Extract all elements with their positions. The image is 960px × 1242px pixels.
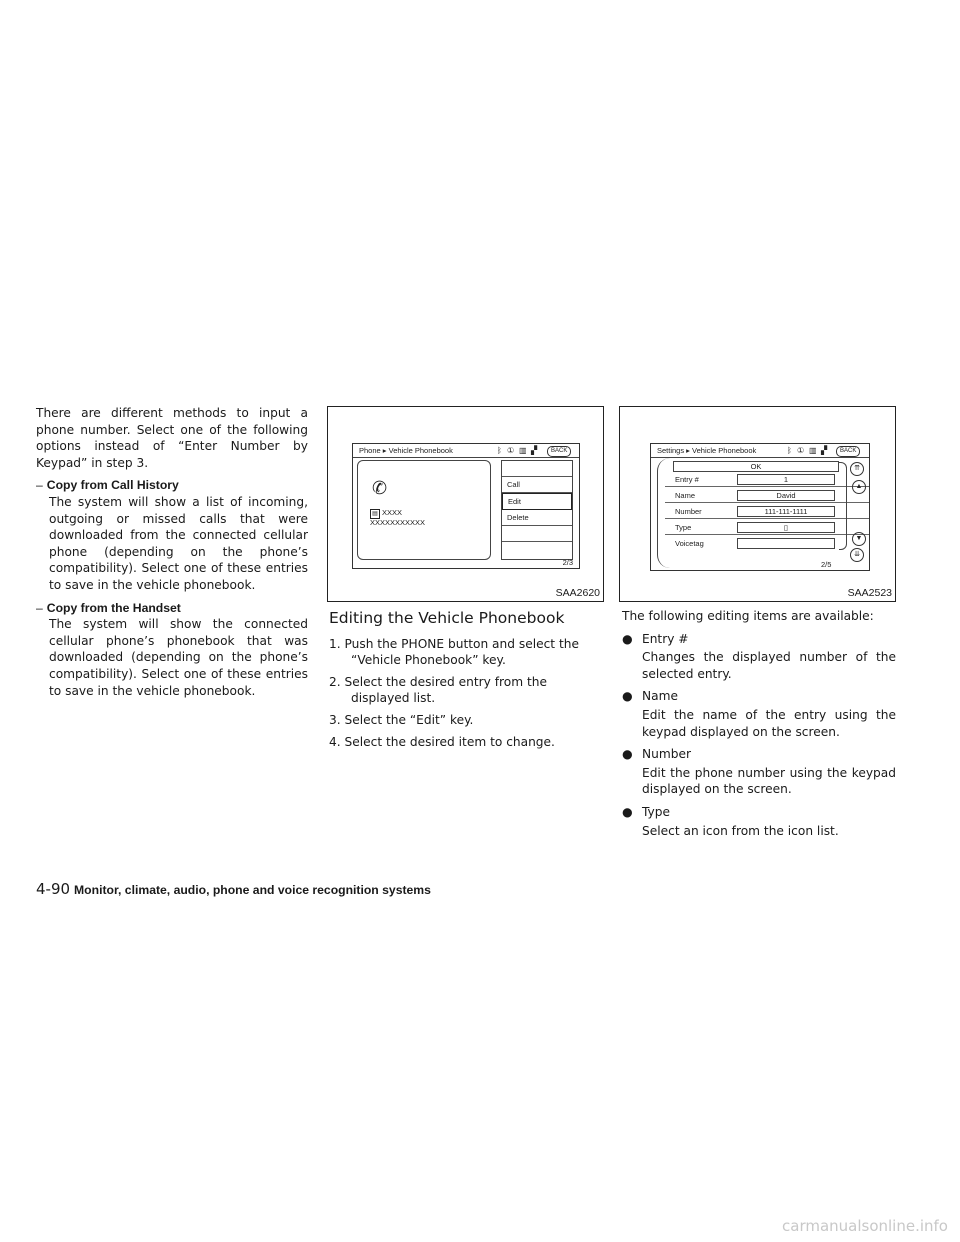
entry-number: XXXXXXXXXXX — [370, 518, 426, 527]
back-button[interactable]: BACK — [836, 446, 860, 457]
screen-header — [651, 444, 869, 458]
contact-type-icon: ▤ — [370, 509, 380, 519]
battery-icon: ▥ — [519, 446, 527, 455]
chapter-title: Monitor, climate, audio, phone and voice recognition systems — [74, 883, 431, 897]
page-footer — [36, 880, 431, 898]
screen-title: Settings ▸ Vehicle Phonebook — [657, 446, 757, 455]
bullet-entry — [622, 631, 896, 648]
option-title: Copy from the Handset — [46, 600, 181, 615]
page-indicator: 2/5 — [821, 560, 832, 569]
entry-detail-panel — [357, 460, 491, 560]
phone-status-icon: ① — [507, 446, 515, 455]
screen-illustration — [352, 443, 580, 569]
option-call[interactable]: Call — [502, 477, 572, 493]
section-heading: Editing the Vehicle Phonebook — [329, 609, 565, 627]
step-4: 4. Select the desired item to change. — [329, 734, 555, 749]
number-value[interactable]: 111-111-1111 — [737, 506, 835, 517]
bullet-icon: ● — [622, 631, 633, 646]
step-3: 3. Select the “Edit” key. — [329, 712, 474, 727]
option-body: The system will show a list of incoming, outgoing or missed calls that were downloaded from the connected cellular phone (depending on the phone’s compatibility). Select one of these entries to save in the vehicle phonebook. — [49, 494, 308, 592]
intro-paragraph: There are different methods to input a phone number. Select one of the following options instead of “Enter Number by Keypad” in step 3. — [36, 406, 308, 470]
option-list — [501, 460, 573, 560]
page-down-icon[interactable]: ⇊ — [850, 548, 864, 562]
editing-intro: The following editing items are available: — [622, 609, 874, 623]
screen-header — [353, 444, 579, 458]
voicetag-value[interactable] — [737, 538, 835, 549]
bullet-title: Entry # — [642, 631, 689, 646]
signal-icon: ▞ — [821, 446, 828, 455]
bullet-type — [622, 804, 896, 821]
battery-icon: ▥ — [809, 446, 817, 455]
phone-icon: ✆ — [372, 478, 388, 498]
bullet-number — [622, 746, 896, 763]
bullet-body: Edit the name of the entry using the keypad displayed on the screen. — [642, 707, 896, 739]
scroll-down-icon[interactable]: ▼ — [852, 532, 866, 546]
middle-column — [329, 608, 603, 755]
bluetooth-icon: ᛒ — [787, 446, 792, 455]
step-2: 2. Select the desired entry from the displayed list. — [329, 674, 548, 706]
watermark: carmanualsonline.info — [782, 1217, 948, 1235]
option-delete[interactable]: Delete — [502, 510, 572, 526]
bullet-name — [622, 688, 896, 705]
back-button[interactable]: BACK — [547, 446, 571, 457]
figure-code: SAA2523 — [847, 587, 892, 599]
figure-code: SAA2620 — [555, 587, 600, 599]
option-empty — [502, 526, 572, 542]
signal-icon: ▞ — [531, 446, 538, 455]
scroll-up-icon[interactable]: ▲ — [852, 480, 866, 494]
dash-marker: – — [36, 600, 43, 615]
screen-illustration — [650, 443, 870, 571]
option-copy-call-history — [36, 477, 308, 593]
bullet-body: Edit the phone number using the keypad displayed on the screen. — [642, 765, 896, 797]
right-column — [622, 608, 896, 845]
bullet-title: Number — [642, 747, 691, 762]
option-body: The system will show the connected cellular phone’s phonebook that was downloaded (depending on the phone’s compatibility). Select one of these entries to save in the vehicle phonebook. — [49, 617, 308, 698]
option-edit[interactable]: Edit — [502, 493, 572, 510]
number-label: Number — [675, 507, 702, 516]
bullet-icon: ● — [622, 689, 633, 704]
entry-label: Entry # — [675, 475, 699, 484]
bullet-icon: ● — [622, 747, 633, 762]
name-value[interactable]: David — [737, 490, 835, 501]
page-up-icon[interactable]: ⇈ — [850, 462, 864, 476]
type-value[interactable]: ▯ — [737, 522, 835, 533]
screen-title: Phone ▸ Vehicle Phonebook — [359, 446, 453, 455]
left-curve — [657, 458, 670, 568]
bluetooth-icon: ᛒ — [497, 446, 502, 455]
name-label: Name — [675, 491, 696, 500]
left-column — [36, 405, 308, 705]
page-number: 4-90 — [36, 880, 71, 898]
dash-marker: – — [36, 478, 43, 493]
bullet-body: Changes the displayed number of the selected entry. — [642, 650, 896, 681]
figure-phonebook-list — [327, 406, 604, 602]
entry-name: XXXX — [382, 508, 403, 517]
bullet-icon: ● — [622, 804, 633, 819]
ok-button[interactable]: OK — [673, 461, 839, 472]
voicetag-label: Voicetag — [675, 539, 704, 548]
type-label: Type — [675, 523, 692, 532]
bullet-title: Type — [642, 804, 670, 819]
step-1: 1. Push the PHONE button and select the “Vehicle Phonebook” key. — [329, 636, 579, 668]
scrollbar[interactable] — [839, 462, 847, 550]
entry-value[interactable]: 1 — [737, 474, 835, 485]
bullet-title: Name — [642, 689, 678, 704]
page-indicator: 2/3 — [562, 558, 573, 567]
figure-phonebook-edit — [619, 406, 896, 602]
bullet-body: Select an icon from the icon list. — [642, 823, 839, 838]
option-empty — [502, 461, 572, 477]
option-copy-handset — [36, 600, 308, 700]
phone-status-icon: ① — [797, 446, 805, 455]
option-title: Copy from Call History — [46, 478, 179, 493]
